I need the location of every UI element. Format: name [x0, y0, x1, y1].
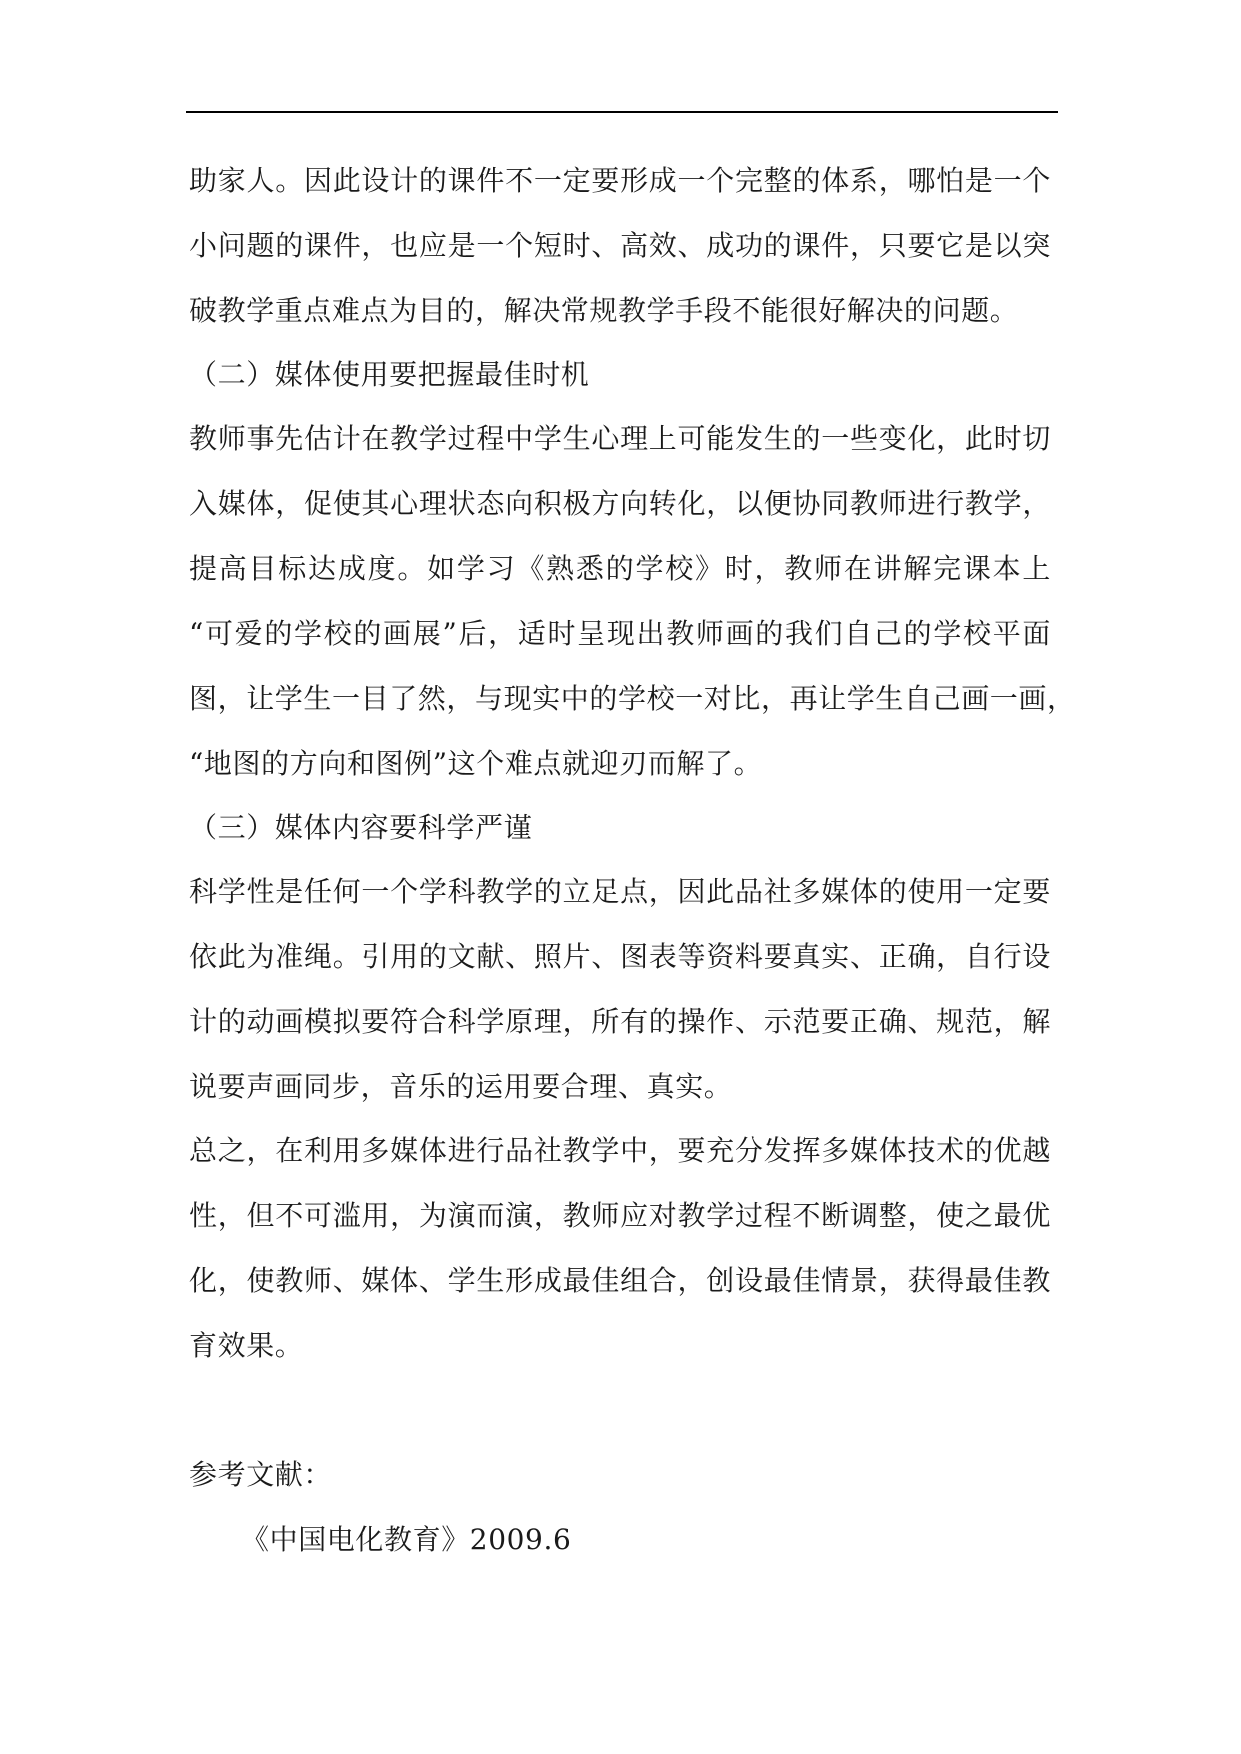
- section-heading: （二）媒体使用要把握最佳时机: [189, 358, 590, 391]
- text-line: 育效果。: [189, 1329, 304, 1362]
- text-line: 破教学重点难点为目的，解决常规教学手段不能很好解决的问题。: [189, 294, 1019, 327]
- text-line: 依此为准绳。引用的文献、照片、图表等资料要真实、正确，自行设: [189, 940, 1051, 973]
- text-line: 小问题的课件，也应是一个短时、高效、成功的课件，只要它是以突: [189, 229, 1051, 262]
- text-line: 性，但不可滥用，为演而演，教师应对教学过程不断调整，使之最优: [189, 1199, 1051, 1232]
- reference-item: 《中国电化教育》2009.6: [241, 1523, 572, 1556]
- text-line: 助家人。因此设计的课件不一定要形成一个完整的体系，哪怕是一个: [189, 164, 1051, 197]
- text-line: 教师事先估计在教学过程中学生心理上可能发生的一些变化，此时切: [189, 422, 1051, 455]
- text-line: 说要声画同步，音乐的运用要合理、真实。: [189, 1070, 733, 1103]
- text-line: 科学性是任何一个学科教学的立足点，因此品社多媒体的使用一定要: [189, 875, 1051, 908]
- text-line: 总之，在利用多媒体进行品社教学中，要充分发挥多媒体技术的优越: [189, 1134, 1051, 1167]
- references-heading: 参考文献：: [189, 1458, 333, 1491]
- header-rule: [186, 111, 1058, 113]
- text-line: “地图的方向和图例”这个难点就迎刃而解了。: [189, 747, 763, 780]
- section-heading: （三）媒体内容要科学严谨: [189, 811, 533, 844]
- text-line: “可爱的学校的画展”后，适时呈现出教师画的我们自己的学校平面: [189, 617, 1051, 650]
- text-line: 提高目标达成度。如学习《熟悉的学校》时，教师在讲解完课本上: [189, 552, 1051, 585]
- text-line: 化，使教师、媒体、学生形成最佳组合，创设最佳情景，获得最佳教: [189, 1264, 1051, 1297]
- text-line: 图，让学生一目了然，与现实中的学校一对比，再让学生自己画一画，: [189, 682, 1076, 715]
- text-line: 入媒体，促使其心理状态向积极方向转化，以便协同教师进行教学，: [189, 487, 1051, 520]
- text-line: 计的动画模拟要符合科学原理，所有的操作、示范要正确、规范，解: [189, 1005, 1051, 1038]
